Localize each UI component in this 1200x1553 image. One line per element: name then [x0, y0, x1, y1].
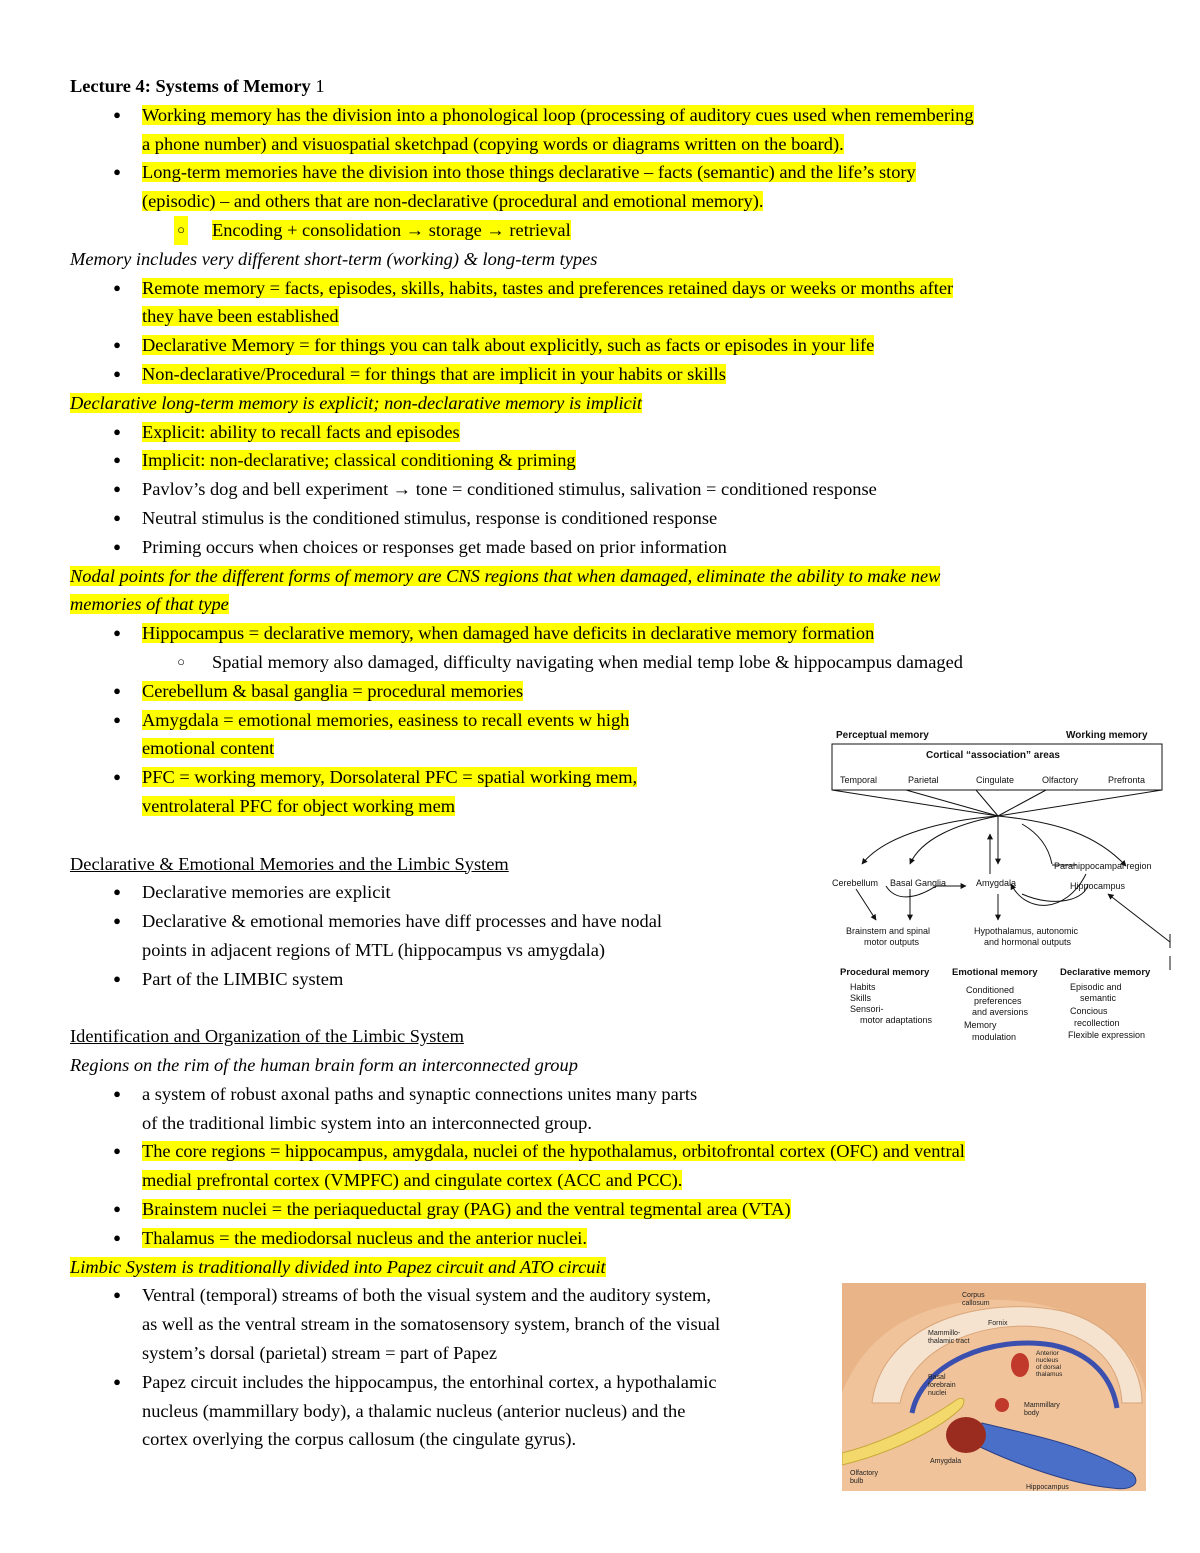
section-heading: Declarative & Emotional Memories and the Limbic System: [70, 853, 509, 874]
label-perceptual-memory: Perceptual memory: [836, 730, 929, 741]
label-cerebellum: Cerebellum: [832, 878, 879, 888]
area-label: Olfactory: [1042, 775, 1079, 785]
declarative-item: semantic: [1080, 993, 1117, 1003]
list-item: ● Priming occurs when choices or responses get made based on prior information: [113, 536, 727, 557]
list-item: ● PFC = working memory, Dorsolateral PFC = spatial working mem,: [113, 767, 638, 788]
list-item: ● Implicit: non-declarative; classical conditioning & priming: [113, 450, 576, 471]
list-item: ● Ventral (temporal) streams of both the visual system and the auditory system,: [113, 1285, 711, 1306]
declarative-item: Episodic and: [1070, 982, 1122, 992]
list-item: ● Pavlov’s dog and bell experiment → tone = conditioned stimulus, salivation = conditioned response: [113, 479, 877, 500]
label-amygdala: Amygdala: [930, 1458, 962, 1465]
procedural-item: Skills: [850, 993, 872, 1003]
list-item-cont: emotional content: [142, 738, 275, 759]
list-item: ● The core regions = hippocampus, amygdala, nuclei of the hypothalamus, orbitofrontal cortex (OFC) and ventral: [113, 1141, 965, 1162]
label-fornix: Fornix: [988, 1320, 1008, 1327]
label-mammillary-body-2: body: [1024, 1410, 1040, 1417]
sub-list-item: ○ Spatial memory also damaged, difficulty navigating when medial temp lobe & hippocampus damaged: [177, 651, 963, 672]
area-label: Cingulate: [976, 775, 1015, 785]
area-label: Prefronta: [1108, 775, 1146, 785]
list-item-cont: medial prefrontal cortex (VMPFC) and cingulate cortex (ACC and PCC).: [142, 1170, 683, 1191]
label-anterior-nucleus: Anterior: [1036, 1350, 1059, 1357]
label-anterior-nucleus-3: of dorsal: [1036, 1364, 1061, 1371]
declarative-item: recollection: [1074, 1018, 1120, 1028]
label-anterior-nucleus-4: thalamus: [1036, 1371, 1063, 1378]
list-item: ● Explicit: ability to recall facts and episodes: [113, 421, 460, 442]
list-item: ● Neutral stimulus is the conditioned stimulus, response is conditioned response: [113, 507, 718, 528]
list-item: ● Declarative & emotional memories have diff processes and have nodal: [113, 911, 663, 932]
section-heading: Nodal points for the different forms of memory are CNS regions that when damaged, eliminate the ability to make new: [70, 565, 941, 586]
label-hypothalamus-cont: and hormonal outputs: [984, 937, 1072, 947]
label-basal-forebrain-2: forebrain: [928, 1382, 956, 1389]
list-item: ● Remote memory = facts, episodes, skills, habits, tastes and preferences retained days or weeks or months after: [113, 277, 954, 298]
papez-circuit-illustration: [842, 1283, 1146, 1491]
label-basal-forebrain-3: nuclei: [928, 1390, 947, 1397]
label-hippocampus: Hippocampus: [1070, 881, 1126, 891]
list-item: ● Part of the LIMBIC system: [113, 968, 344, 989]
list-item: ● Brainstem nuclei = the periaqueductal gray (PAG) and the ventral tegmental area (VTA): [113, 1199, 791, 1220]
label-parahippocampal: Parahippocampal region: [1054, 861, 1152, 871]
section-heading: Limbic System is traditionally divided into Papez circuit and ATO circuit: [70, 1256, 606, 1277]
list-item: ● Non-declarative/Procedural = for things that are implicit in your habits or skills: [113, 363, 726, 384]
label-working-memory: Working memory: [1066, 730, 1148, 741]
label-anterior-nucleus-2: nucleus: [1036, 1357, 1059, 1364]
label-brainstem: Brainstem and spinal: [846, 926, 931, 936]
label-mammillary-body: Mammillary: [1024, 1402, 1060, 1409]
emotional-item: modulation: [972, 1032, 1017, 1042]
emotional-item: preferences: [974, 996, 1022, 1006]
label-hippocampus: Hippocampus: [1026, 1484, 1069, 1491]
list-item: ● Papez circuit includes the hippocampus, the entorhinal cortex, a hypothalamic: [113, 1371, 717, 1392]
label-olfactory-bulb: bulb: [850, 1478, 864, 1485]
memory-systems-diagram: [826, 724, 1176, 1054]
label-amygdala: Amygdala: [976, 878, 1017, 888]
label-mammillothalamic-cont: thalamic tract: [928, 1338, 970, 1345]
declarative-item: Concious: [1070, 1006, 1108, 1016]
section-heading-cont: memories of that type: [70, 594, 229, 615]
label-emotional-memory: Emotional memory: [952, 967, 1038, 978]
label-basal-ganglia: Basal Ganglia: [890, 878, 947, 888]
declarative-item: Flexible expression: [1068, 1030, 1146, 1040]
list-item-cont: (episodic) – and others that are non-declarative (procedural and emotional memory).: [142, 191, 764, 212]
sub-list-item: ○ Encoding + consolidation → storage → retrieval: [70, 216, 1130, 245]
section-heading: Identification and Organization of the Limbic System: [70, 1026, 464, 1047]
area-label: Parietal: [908, 775, 939, 785]
mammillary-body-shape: [995, 1398, 1009, 1412]
procedural-item: Sensori-: [850, 1004, 884, 1014]
emotional-item: and aversions: [972, 1007, 1029, 1017]
list-item-cont: they have been established: [142, 306, 339, 327]
list-item: ● Long-term memories have the division into those things declarative – facts (semantic) and the life’s story: [113, 162, 916, 183]
list-item-cont: cortex overlying the corpus callosum (the cingulate gyrus).: [142, 1429, 577, 1450]
list-item: ● a system of robust axonal paths and synaptic connections unites many parts: [113, 1083, 698, 1104]
label-brainstem-cont: motor outputs: [864, 937, 920, 947]
label-procedural-memory: Procedural memory: [840, 967, 930, 978]
label-declarative-memory: Declarative memory: [1060, 967, 1151, 978]
label-basal-forebrain: Basal: [928, 1374, 946, 1381]
section-subheading: Regions on the rim of the human brain form an interconnected group: [70, 1055, 578, 1076]
label-mammillothalamic: Mammillo-: [928, 1330, 961, 1337]
label-olfactory: Olfactory: [850, 1470, 879, 1477]
list-item-cont: points in adjacent regions of MTL (hippocampus vs amygdala): [142, 939, 606, 960]
label-corpus: Corpus: [962, 1292, 985, 1299]
list-item: ● Working memory has the division into a phonological loop (processing of auditory cues used when remembering: [113, 104, 974, 125]
label-association-areas: Cortical “association” areas: [926, 750, 1060, 761]
anterior-nucleus-shape: [1011, 1353, 1029, 1377]
list-item: ● Amygdala = emotional memories, easiness to recall events w high: [113, 709, 630, 730]
label-hypothalamus: Hypothalamus, autonomic: [974, 926, 1079, 936]
list-item-cont: system’s dorsal (parietal) stream = part of Papez: [142, 1343, 498, 1364]
procedural-item: motor adaptations: [860, 1015, 933, 1025]
page-title: Lecture 4: Systems of Memory 1: [70, 76, 325, 96]
section-heading: Declarative long-term memory is explicit; non-declarative memory is implicit: [70, 392, 642, 413]
list-item-cont: as well as the ventral stream in the somatosensory system, branch of the visual: [142, 1314, 721, 1335]
list-item: ● Cerebellum & basal ganglia = procedural memories: [113, 680, 524, 701]
list-item: ● Hippocampus = declarative memory, when damaged have deficits in declarative memory formation: [113, 623, 875, 644]
emotional-item: Memory: [964, 1020, 997, 1030]
emotional-item: Conditioned: [966, 985, 1015, 995]
procedural-item: Habits: [850, 982, 876, 992]
list-item-cont: nucleus (mammillary body), a thalamic nucleus (anterior nucleus) and the: [142, 1400, 686, 1421]
list-item-cont: ventrolateral PFC for object working mem: [142, 795, 456, 816]
label-callosum: callosum: [962, 1300, 990, 1307]
list-item: ● Declarative memories are explicit: [113, 882, 391, 903]
section-heading: Memory includes very different short-term (working) & long-term types: [70, 248, 598, 269]
area-label: Temporal: [840, 775, 878, 785]
amygdala-shape: [946, 1417, 986, 1453]
list-item-cont: of the traditional limbic system into an interconnected group.: [142, 1112, 592, 1133]
list-item: ● Thalamus = the mediodorsal nucleus and the anterior nuclei.: [113, 1227, 587, 1248]
list-item-cont: a phone number) and visuospatial sketchpad (copying words or diagrams written on the board).: [142, 133, 844, 154]
list-item: ● Declarative Memory = for things you can talk about explicitly, such as facts or episodes in your life: [113, 335, 875, 356]
